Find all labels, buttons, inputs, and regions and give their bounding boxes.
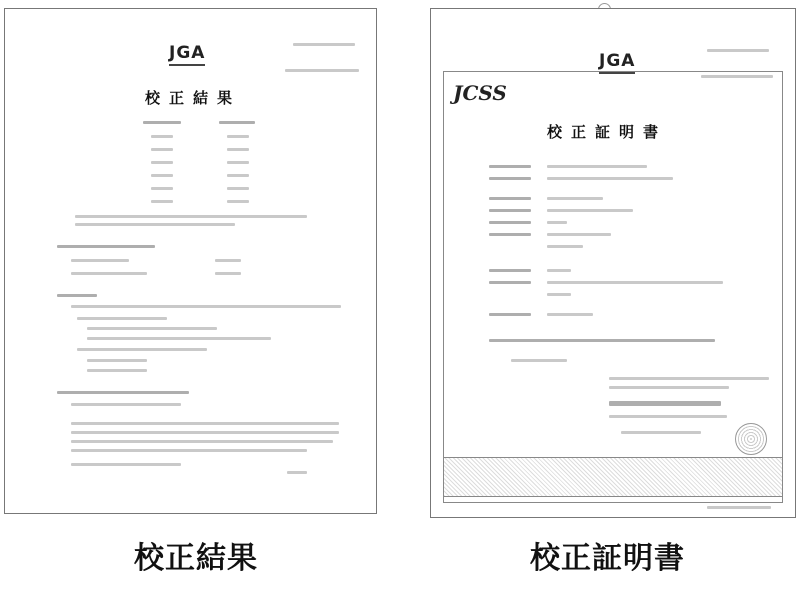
calibration-certificate-document [430, 8, 796, 518]
official-seal [735, 423, 767, 455]
jcss-accreditation-mark [453, 81, 507, 105]
jga-logo [169, 43, 205, 66]
calibration-result-document [4, 8, 377, 514]
jga-logo [599, 51, 635, 74]
jcss-mark-text: JCSS [453, 81, 507, 105]
document-title: 校正結果 [145, 89, 242, 107]
caption-calibration-certificate: 校正証明書 [530, 541, 685, 576]
certificate-footer-band [443, 457, 783, 497]
caption-calibration-result: 校正結果 [134, 541, 258, 576]
document-title: 校正証明書 [547, 123, 668, 141]
jga-logo-text: JGA [599, 51, 636, 71]
jga-logo-text: JGA [169, 43, 206, 63]
